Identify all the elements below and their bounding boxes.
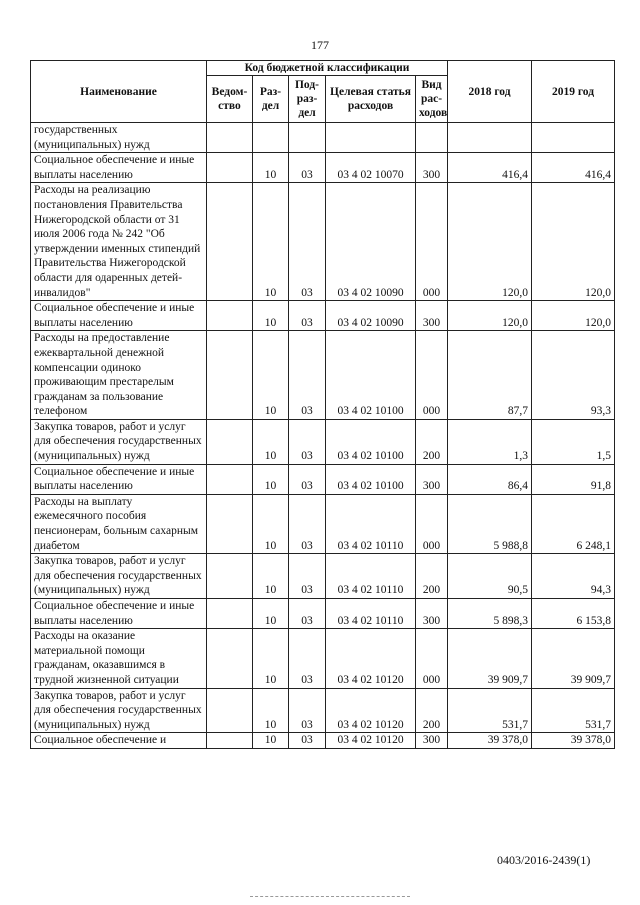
cell-2018: 120,0 [448,301,532,331]
cell-name: Социальное обеспечение и [31,733,207,749]
cell-name: Расходы на предоставление ежеквартальной денежной компенсации одиноко проживающим престарелым гражданам за пользование телефоном [31,331,207,420]
cell-2018 [448,123,532,153]
header-2019: 2019 год [532,61,615,123]
cell-podrazdel: 03 [289,183,326,301]
cell-2019: 120,0 [532,183,615,301]
cell-expense-type: 000 [416,331,448,420]
cell-2019: 91,8 [532,464,615,494]
cell-razdel: 10 [253,554,289,599]
cell-2019 [532,123,615,153]
cell-podrazdel: 03 [289,494,326,553]
table-body [31,123,615,749]
table-row [31,599,615,629]
cell-razdel: 10 [253,153,289,183]
header-razdel [253,76,289,123]
cell-podrazdel [289,123,326,153]
cell-podrazdel: 03 [289,554,326,599]
cell-razdel: 10 [253,331,289,420]
table-row [31,153,615,183]
cell-expense-type: 300 [416,153,448,183]
cell-2018: 1,3 [448,419,532,464]
document-code: 0403/2016-2439(1) [497,853,591,867]
cell-2019: 39 378,0 [532,733,615,749]
table-row [31,629,615,688]
cell-expense-type: 300 [416,599,448,629]
cell-vedomstvo [207,183,253,301]
cell-2018: 531,7 [448,688,532,733]
cell-vedomstvo [207,554,253,599]
cell-target-article: 03 4 02 10090 [326,301,416,331]
cell-target-article: 03 4 02 10100 [326,331,416,420]
cell-razdel: 10 [253,464,289,494]
table-row [31,183,615,301]
cell-target-article: 03 4 02 10070 [326,153,416,183]
cell-name: государственных (муниципальных) нужд [31,123,207,153]
cell-razdel: 10 [253,301,289,331]
cell-vedomstvo [207,301,253,331]
cell-name: Расходы на реализацию постановления Правительства Нижегородской области от 31 июля 2006 года № 242 "Об утверждении именных стипендий Правительства Нижегородской области для одаренных детей-инвалидов" [31,183,207,301]
cell-2019: 1,5 [532,419,615,464]
cell-razdel: 10 [253,183,289,301]
cell-target-article: 03 4 02 10110 [326,599,416,629]
cell-podrazdel: 03 [289,688,326,733]
header-podrazdel-text: Под-раз-дел [294,79,319,119]
cell-target-article [326,123,416,153]
cell-vedomstvo [207,123,253,153]
cell-razdel: 10 [253,733,289,749]
table-row [31,301,615,331]
cell-2018: 5 988,8 [448,494,532,553]
cell-vedomstvo [207,494,253,553]
cell-razdel: 10 [253,688,289,733]
header-expense-type-text: Вид рас-ходов [419,79,448,119]
header-podrazdel [289,76,326,123]
cell-2018: 5 898,3 [448,599,532,629]
cell-razdel: 10 [253,599,289,629]
cell-target-article: 03 4 02 10120 [326,629,416,688]
cell-vedomstvo [207,331,253,420]
cell-2019: 6 248,1 [532,494,615,553]
table-row [31,331,615,420]
cell-target-article: 03 4 02 10110 [326,554,416,599]
cell-name: Социальное обеспечение и иные выплаты населению [31,599,207,629]
cell-2019: 531,7 [532,688,615,733]
table-row [31,419,615,464]
table-row [31,464,615,494]
cell-vedomstvo [207,419,253,464]
cell-podrazdel: 03 [289,464,326,494]
footer-divider [250,896,410,899]
cell-podrazdel: 03 [289,331,326,420]
table-row [31,123,615,153]
cell-2018: 39 909,7 [448,629,532,688]
cell-razdel: 10 [253,629,289,688]
budget-table [30,60,615,749]
cell-name: Закупка товаров, работ и услуг для обеспечения государственных (муниципальных) нужд [31,688,207,733]
cell-name: Закупка товаров, работ и услуг для обеспечения государственных (муниципальных) нужд [31,419,207,464]
cell-2018: 90,5 [448,554,532,599]
cell-expense-type: 300 [416,464,448,494]
header-expense-type [416,76,448,123]
cell-name: Закупка товаров, работ и услуг для обеспечения государственных (муниципальных) нужд [31,554,207,599]
cell-2019: 93,3 [532,331,615,420]
cell-2018: 39 378,0 [448,733,532,749]
cell-expense-type: 000 [416,183,448,301]
cell-expense-type: 300 [416,301,448,331]
cell-target-article: 03 4 02 10120 [326,688,416,733]
cell-2019: 416,4 [532,153,615,183]
table-row [31,494,615,553]
cell-razdel [253,123,289,153]
cell-expense-type: 300 [416,733,448,749]
header-2018: 2018 год [448,61,532,123]
cell-2018: 416,4 [448,153,532,183]
cell-expense-type: 000 [416,629,448,688]
cell-razdel: 10 [253,494,289,553]
cell-vedomstvo [207,464,253,494]
cell-target-article: 03 4 02 10090 [326,183,416,301]
cell-podrazdel: 03 [289,599,326,629]
table-row [31,733,615,749]
cell-vedomstvo [207,688,253,733]
cell-target-article: 03 4 02 10120 [326,733,416,749]
cell-2019: 6 153,8 [532,599,615,629]
cell-2018: 87,7 [448,331,532,420]
cell-podrazdel: 03 [289,419,326,464]
cell-target-article: 03 4 02 10100 [326,464,416,494]
cell-podrazdel: 03 [289,153,326,183]
cell-expense-type: 200 [416,554,448,599]
cell-podrazdel: 03 [289,733,326,749]
cell-name: Расходы на выплату ежемесячного пособия пенсионерам, больным сахарным диабетом [31,494,207,553]
cell-expense-type: 200 [416,419,448,464]
cell-vedomstvo [207,153,253,183]
header-razdel-text: Раз-дел [259,86,282,112]
cell-vedomstvo [207,599,253,629]
header-name: Наименование [31,61,207,123]
cell-target-article: 03 4 02 10100 [326,419,416,464]
table-row [31,554,615,599]
table-row [31,688,615,733]
header-vedomstvo [207,76,253,123]
header-target-article [326,76,416,123]
cell-expense-type [416,123,448,153]
cell-2018: 120,0 [448,183,532,301]
header-vedomstvo-text: Ведом-ство [211,86,248,112]
cell-2019: 94,3 [532,554,615,599]
cell-name: Расходы на оказание материальной помощи гражданам, оказавшимся в трудной жизненной ситуации [31,629,207,688]
cell-target-article: 03 4 02 10110 [326,494,416,553]
cell-vedomstvo [207,629,253,688]
cell-expense-type: 000 [416,494,448,553]
cell-2019: 120,0 [532,301,615,331]
header-classification-group: Код бюджетной классификации [207,61,448,76]
cell-name: Социальное обеспечение и иные выплаты населению [31,301,207,331]
cell-vedomstvo [207,733,253,749]
cell-2018: 86,4 [448,464,532,494]
cell-podrazdel: 03 [289,301,326,331]
cell-name: Социальное обеспечение и иные выплаты населению [31,153,207,183]
page-number: 177 [311,38,329,52]
cell-razdel: 10 [253,419,289,464]
header-target-article-text: Целевая статья расходов [330,86,411,112]
cell-podrazdel: 03 [289,629,326,688]
cell-2019: 39 909,7 [532,629,615,688]
cell-expense-type: 200 [416,688,448,733]
cell-name: Социальное обеспечение и иные выплаты населению [31,464,207,494]
